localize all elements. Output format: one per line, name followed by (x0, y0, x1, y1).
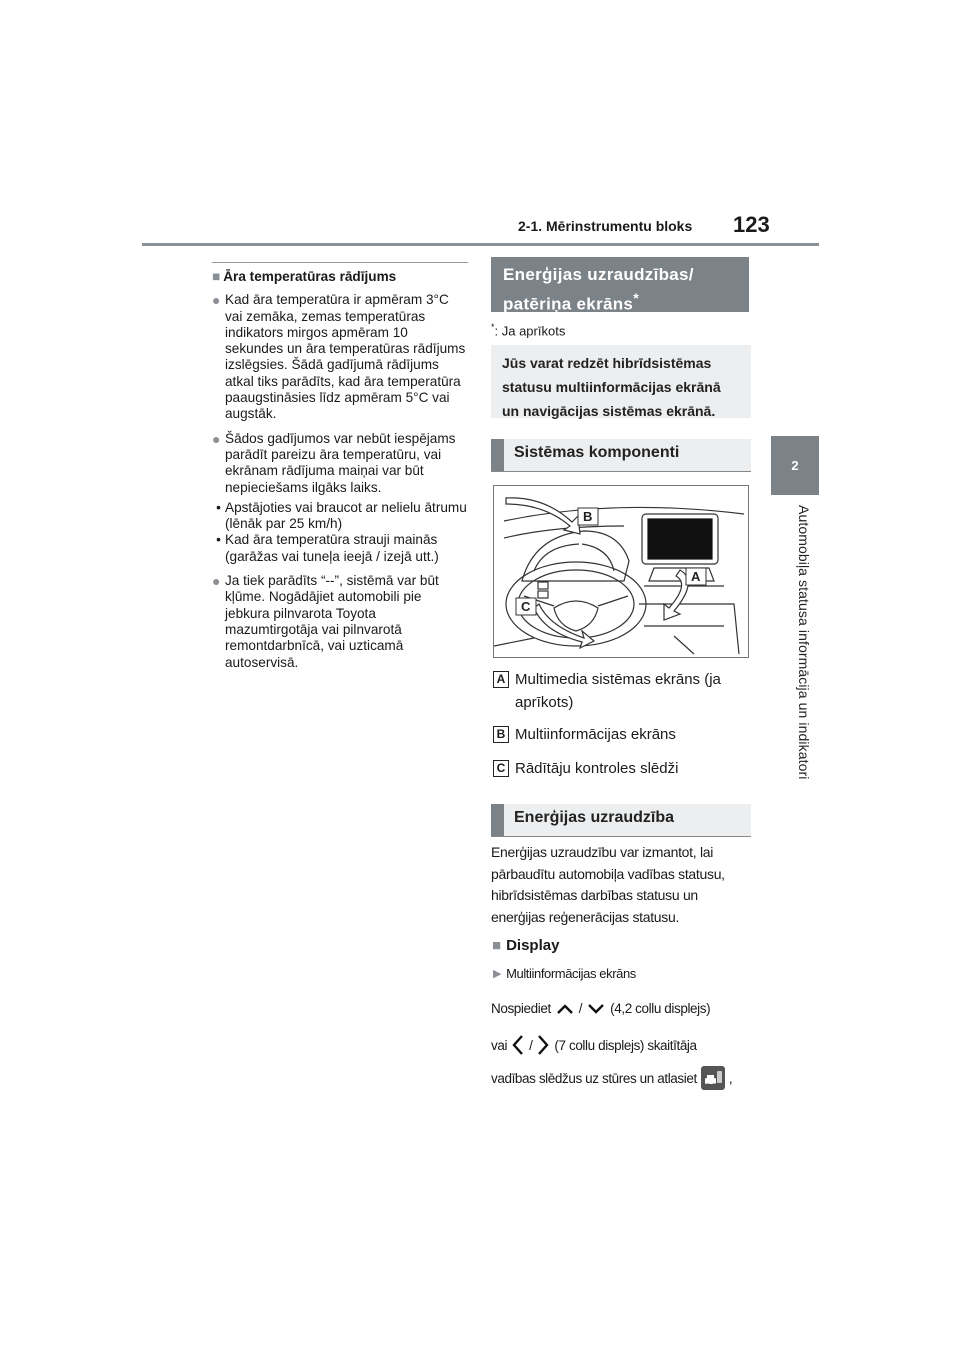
chapter-tab: 2 (771, 436, 819, 495)
chevron-right-icon (536, 1034, 550, 1056)
dashboard-drawing (494, 486, 748, 657)
legend-text-line: Multimedia sistēmas ekrāns (ja (515, 671, 721, 688)
paragraph-line: enerģijas reģenerācijas statusu. (491, 908, 680, 925)
left-column (212, 262, 468, 679)
circle-bullet-icon: ● (212, 292, 221, 309)
sub-list-item (212, 500, 468, 533)
legend-text (515, 668, 721, 714)
paragraph-line: hibrīdsistēmas darbības statusu un (491, 887, 698, 903)
body-paragraph (491, 842, 751, 928)
circle-bullet-icon: ● (212, 430, 221, 447)
legend-item (493, 723, 753, 746)
diagram-label-a: A (691, 569, 701, 584)
instruction-text: , (728, 1070, 733, 1086)
chevron-up-icon (555, 1003, 575, 1015)
title-line-1: Enerģijas uzraudzības/ (503, 265, 694, 284)
footnote-mark: * (633, 291, 639, 307)
subheading-text: Āra temperatūras rādījums (223, 269, 397, 284)
chevron-left-icon (511, 1034, 525, 1056)
dashboard-illustration (493, 485, 749, 658)
instruction-text: vai (491, 1037, 508, 1053)
sub-list-item (212, 532, 468, 565)
page-number: 123 (733, 212, 770, 237)
footnote-text: : Ja aprīkots (494, 323, 566, 339)
list-item (212, 292, 468, 422)
intro-line-2: statusu multiinformācijas ekrānā (502, 379, 721, 395)
section-heading-components (491, 439, 751, 471)
dot-bullet-icon: • (216, 532, 221, 548)
legend-key: C (493, 760, 509, 777)
legend-key: B (493, 726, 509, 743)
intro-box (491, 345, 751, 418)
subheading (212, 269, 468, 285)
list-item-text: Ja tiek parādīts “--”, sistēmā var būt kļūme. Nogādājiet automobili pie jebkura pilnvarota Toyota mazumtirgotāja vai pilnvarotā remontdarbnīcā, vai uzticamā autoservisā. (225, 573, 439, 670)
instruction-line (491, 1001, 710, 1016)
instruction-text: vadības slēdžus uz stūres un atlasiet (491, 1070, 697, 1086)
instruction-text: (7 collu displejs) skaitītāja (554, 1037, 697, 1053)
list-item-text: Šādos gadījumos var nebūt iespējams parādīt pareizu āra temperatūru, vai ekrānam rādījuma maiņai var būt nepieciešams ilgāks laiks. (225, 430, 456, 495)
title-line-2: patēriņa ekrāns (503, 294, 634, 314)
sub-list-item-text: Kad āra temperatūra strauji mainās (garāžas vai tuneļa ieejā / izejā utt.) (225, 532, 439, 564)
square-bullet-icon: ■ (492, 937, 502, 954)
step-heading (493, 966, 636, 982)
subheading-display (492, 937, 559, 954)
list-item-text: Kad āra temperatūra ir apmēram 3°C vai zemāka, zemas temperatūras indikators mirgos apmēram 10 sekundes un āra temperatūras rādījums izslēgsies. Šādā gadījumā rādījums atkal tiks parādīts, kad āra temperatūra paaugstināsies līdz apmēram 5°C vai augstāk. (225, 292, 466, 422)
legend-item (493, 757, 753, 780)
instruction-separator: / (578, 1001, 583, 1016)
footnote (491, 322, 565, 338)
sub-list-item-text: Apstājoties vai braucot ar nelielu ātrumu (lēnāk par 25 km/h) (225, 499, 467, 532)
instruction-line (491, 1066, 732, 1090)
circle-bullet-icon: ● (212, 573, 221, 590)
energy-monitor-icon (701, 1066, 725, 1090)
running-header: 2-1. Mērinstrumentu bloks (518, 218, 693, 234)
header-rule (142, 243, 819, 246)
legend-text-line: aprīkots) (515, 694, 574, 711)
dot-bullet-icon: • (216, 499, 221, 515)
step-heading-text: Multiinformācijas ekrāns (506, 966, 636, 981)
instruction-text: (4,2 collu displejs) (610, 1001, 711, 1016)
paragraph-line: Enerģijas uzraudzību var izmantot, lai (491, 844, 714, 860)
section-heading-energy-monitor (491, 804, 751, 836)
legend-text: Multiinformācijas ekrāns (515, 726, 676, 743)
sub-list (212, 500, 468, 565)
instruction-text: Nospiediet (491, 1001, 551, 1016)
square-bullet-icon: ■ (212, 269, 221, 284)
intro-line-1: Jūs varat redzēt hibrīdsistēmas (502, 355, 712, 371)
subheading-text: Display (506, 937, 560, 954)
section-heading-text: Sistēmas komponenti (514, 444, 680, 461)
instruction-line (491, 1034, 697, 1056)
legend-item (493, 668, 753, 714)
section-rule (212, 262, 468, 263)
list-item (212, 431, 468, 496)
section-heading-text: Enerģijas uzraudzība (514, 809, 675, 826)
chapter-title: Automobiļa statusa informācija un indikatori (796, 505, 812, 780)
intro-line-3: un navigācijas sistēmas ekrānā. (502, 403, 716, 419)
instruction-separator: / (529, 1037, 533, 1053)
chevron-down-icon (586, 1003, 606, 1015)
footnote-mark: * (491, 322, 495, 332)
diagram-label-b: B (583, 509, 593, 524)
list-item (212, 573, 468, 671)
paragraph-line: pārbaudītu automobiļa vadības statusu, (491, 865, 725, 882)
section-title-box (491, 257, 749, 312)
legend-text: Rādītāju kontroles slēdži (515, 760, 679, 777)
legend-key: A (493, 671, 509, 688)
diagram-label-c: C (521, 599, 531, 614)
triangle-bullet-icon: ▶ (493, 968, 502, 980)
